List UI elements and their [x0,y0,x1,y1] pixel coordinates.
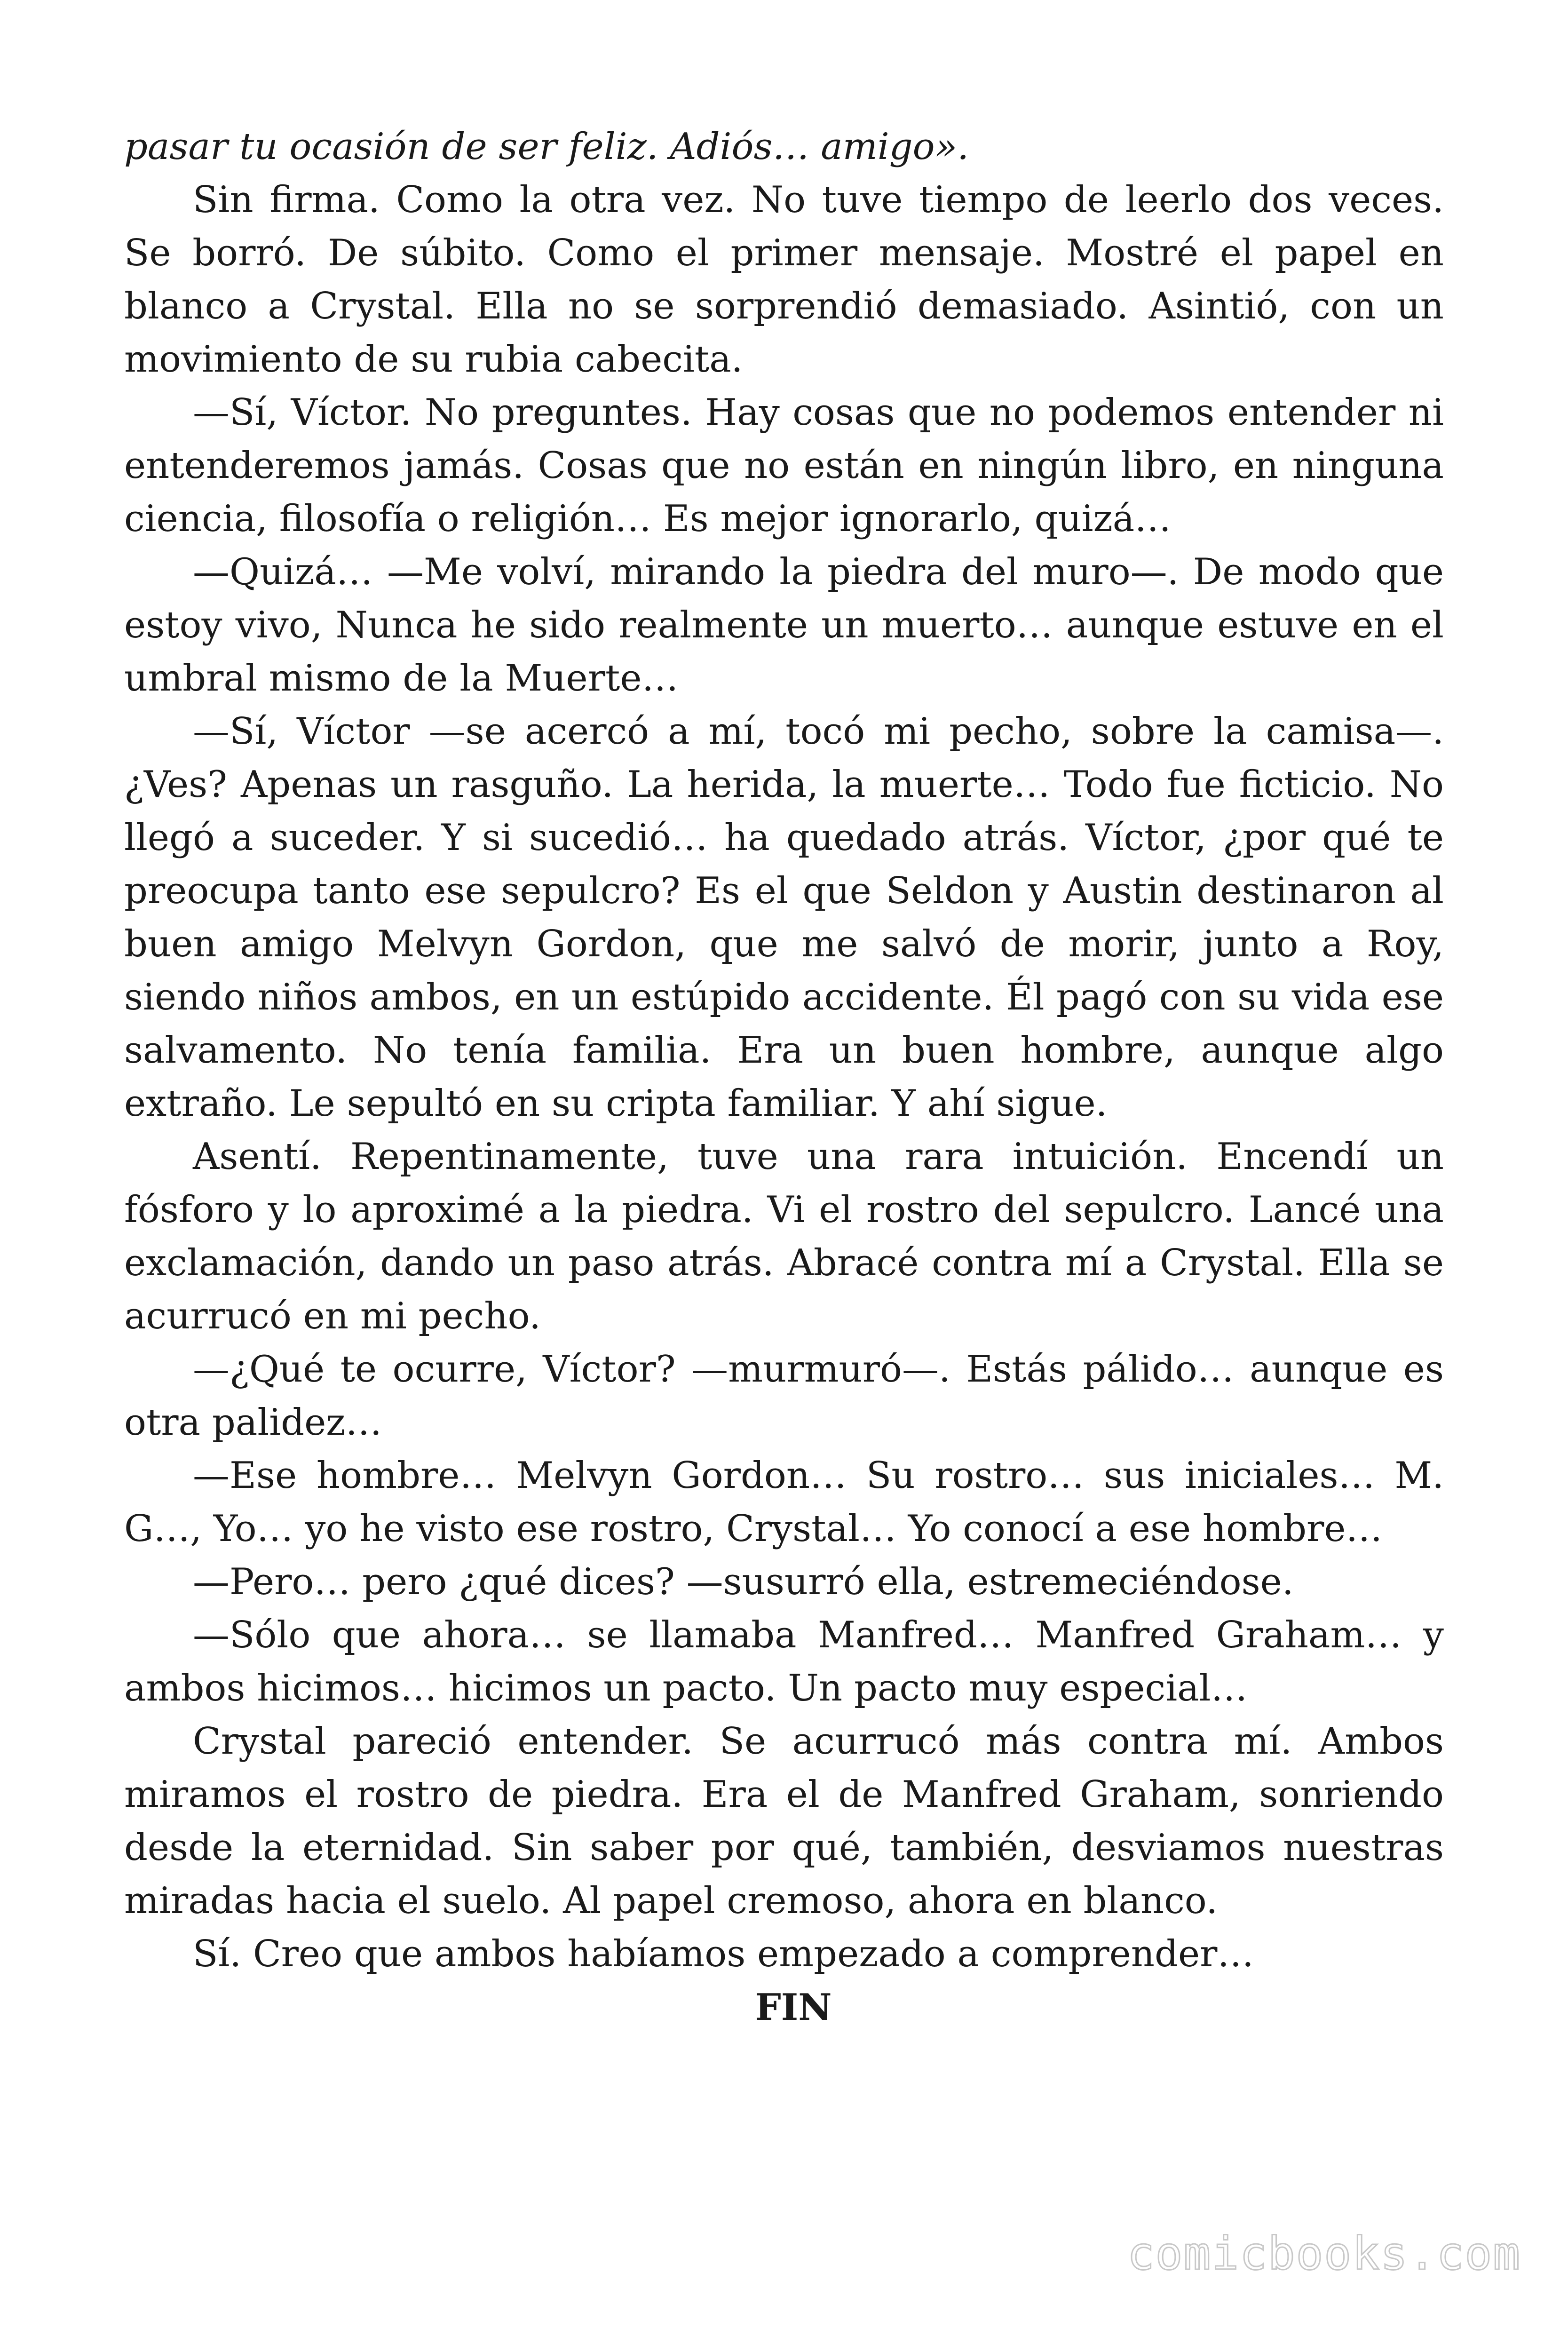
paragraph: Sí. Creo que ambos habíamos empezado a comprender… [193,1933,1254,1975]
paragraph: —Ese hombre… Melvyn Gordon… Su rostro… sus iniciales… M. G…, Yo… yo he visto ese rostro, Crystal… Yo conocí a ese hombre… [124,1454,1444,1550]
paragraph: —¿Qué te ocurre, Víctor? —murmuró—. Estás pálido… aunque es otra palidez… [124,1348,1444,1444]
paragraph-opening-quote: pasar tu ocasión de ser feliz. Adiós… amigo». [124,126,969,168]
paragraph: —Sólo que ahora… se llamaba Manfred… Manfred Graham… y ambos hicimos… hicimos un pacto. Un pacto muy especial… [124,1614,1444,1709]
page-body [124,120,1444,2034]
paragraph: —Sí, Víctor —se acercó a mí, tocó mi pecho, sobre la camisa—. ¿Ves? Apenas un rasguño. La herida, la muerte… Todo fue ficticio. No llegó a suceder. Y si sucedió… ha quedado atrás. Víctor, ¿por qué te preocupa tanto ese sepulcro? Es el que Seldon y Austin destinaron al buen amigo Melvyn Gordon, que me salvó de morir, junto a Roy, siendo niños ambos, en un estúpido accidente. Él pagó con su vida ese salvamento. No tenía familia. Era un buen hombre, aunque algo extraño. Le sepultó en su cripta familiar. Y ahí sigue. [124,710,1444,1125]
paragraph: Sin firma. Como la otra vez. No tuve tiempo de leerlo dos veces. Se borró. De súbito. Como el primer mensaje. Mostré el papel en blanco a Crystal. Ella no se sorprendió demasiado. Asintió, con un movimiento de su rubia cabecita. [124,179,1444,381]
paragraph: —Pero… pero ¿qué dices? —susurró ella, estremeciéndose. [193,1561,1294,1603]
end-label: FIN [755,1986,832,2029]
paragraph: Asentí. Repentinamente, tuve una rara intuición. Encendí un fósforo y lo aproximé a la piedra. Vi el rostro del sepulcro. Lancé una exclamación, dando un paso atrás. Abracé contra mí a Crystal. Ella se acurrucó en mi pecho. [124,1136,1444,1337]
watermark: comicbooks.com [1127,2227,1521,2280]
paragraph: Crystal pareció entender. Se acurrucó más contra mí. Ambos miramos el rostro de piedra. Era el de Manfred Graham, sonriendo desde la eternidad. Sin saber por qué, también, desviamos nuestras miradas hacia el suelo. Al papel cremoso, ahora en blanco. [124,1720,1444,1922]
paragraph: —Sí, Víctor. No preguntes. Hay cosas que no podemos entender ni entenderemos jamás. Cosas que no están en ningún libro, en ninguna ciencia, filosofía o religión… Es mejor ignorarlo, quizá… [124,391,1444,540]
paragraph: —Quizá… —Me volví, mirando la piedra del muro—. De modo que estoy vivo, Nunca he sido realmente un muerto… aunque estuve en el umbral mismo de la Muerte… [124,551,1444,699]
